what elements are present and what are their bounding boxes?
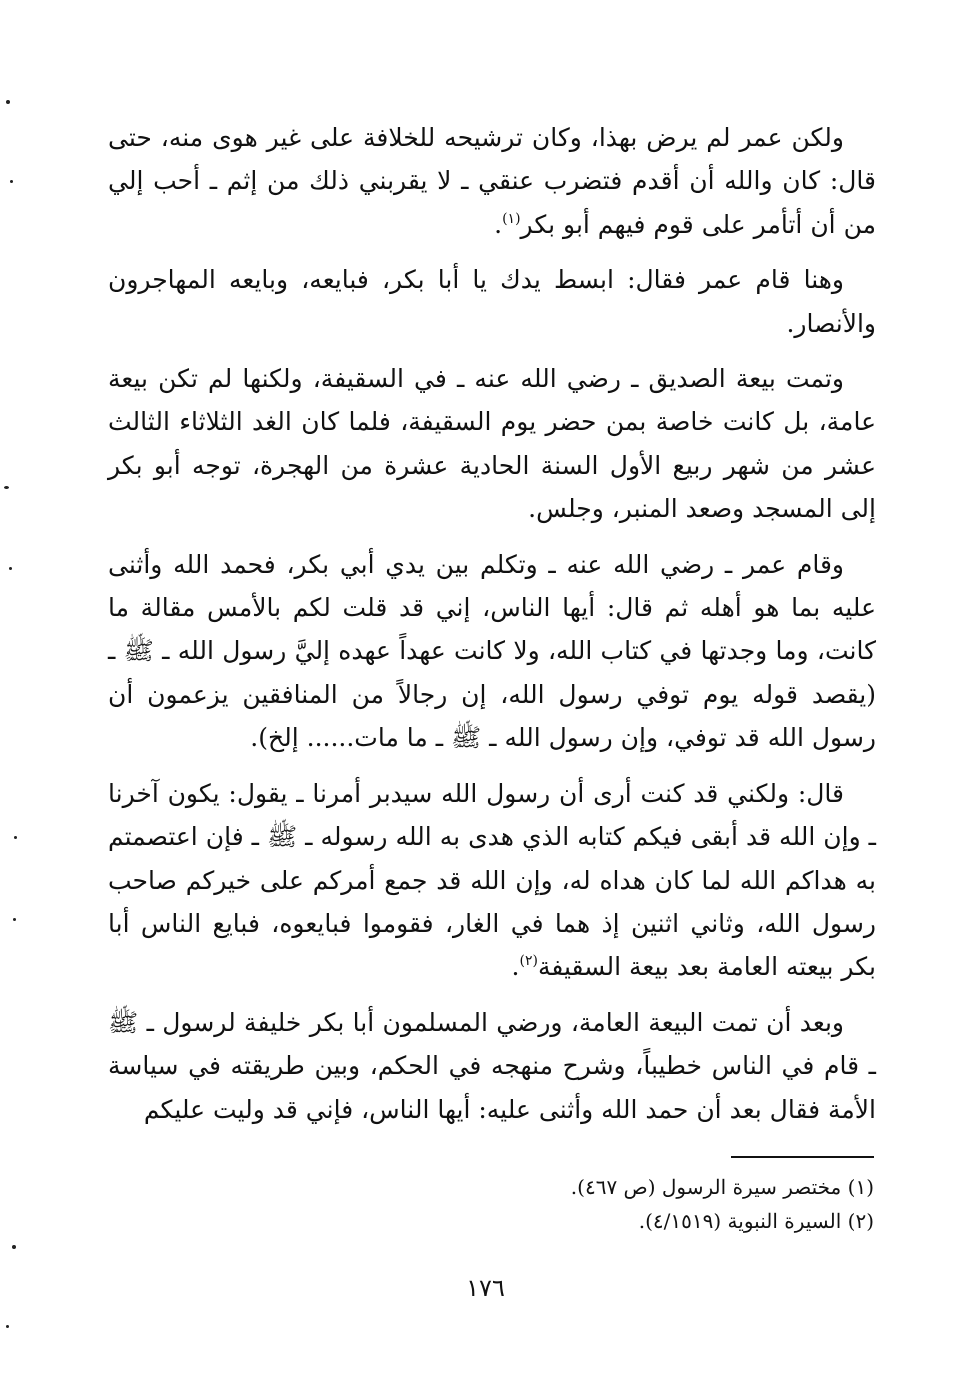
footnote-divider [731, 1156, 874, 1158]
scan-speck [12, 1245, 16, 1249]
footnote-ref-1[interactable]: (١) [502, 210, 521, 227]
paragraph-4: وقام عمر ـ رضي الله عنه ـ وتكلم بين يدي أبي بكر، فحمد الله وأثنى عليه بما هو أهله ثم قال: أيها الناس، إني قد قلت لكم بالأمس مقالة ما كانت، وما وجدتها في كتاب الله، ولا كانت عهداً عهده إليَّ رسول الله ـ ﷺ ـ (يقصد قوله يوم توفي رسول الله، إن رجالاً من المنافقين يزعمون أن رسول الله قد توفي، وإن رسول الله ـ ﷺ ـ ما مات...... إلخ). [108, 549, 876, 753]
main-text [108, 116, 876, 1131]
paragraph-5 [108, 772, 876, 989]
scan-speck [10, 180, 13, 183]
paragraph-1-text: ولكن عمر لم يرض بهذا، وكان ترشيحه للخلافة على غير هوى منه، حتى قال: كان والله أن أقدم فتضرب عنقي ـ لا يقربني ذلك من إثم ـ أحب إلي من أن أتأمر على قوم فيهم أبو بكر [108, 123, 876, 239]
scan-speck [6, 100, 10, 104]
scan-speck [4, 486, 9, 489]
paragraph-1-end: . [494, 209, 503, 239]
paragraph-2: وهنا قام عمر فقال: ابسط يدك يا أبا بكر، فبايعه، وبايعه المهاجرون والأنصار. [108, 265, 876, 338]
scan-speck [13, 918, 16, 921]
footnote-ref-2[interactable]: (٢) [519, 953, 538, 970]
footnote-1: (١) مختصر سيرة الرسول (ص ٤٦٧). [570, 1175, 874, 1199]
paragraph-3: وتمت بيعة الصديق ـ رضي الله عنه ـ في السقيفة، ولكنها لم تكن بيعة عامة، بل كانت خاصة بمن حضر يوم السقيفة، فلما كان الغد الثلاثاء الثالث عشر من شهر ربيع الأول السنة الحادية عشرة من الهجرة، توجه أبو بكر إلى المسجد وصعد المنبر، وجلس. [108, 364, 876, 524]
paragraph-5-text: قال: ولكني قد كنت أرى أن رسول الله سيدبر أمرنا ـ يقول: يكون آخرنا ـ وإن الله قد أبقى فيكم كتابه الذي هدى به الله رسوله ـ ﷺ ـ فإن اعتصمتم به هداكم الله لما كان هداه له، وإن الله قد جمع أمركم على خيركم صاحب رسول الله، وثاني اثنين إذ هما في الغار، فقوموا فبايعوه، فبايع الناس أبا بكر بيعته العامة بعد بيعة السقيفة [108, 778, 876, 982]
scan-speck [6, 1325, 9, 1328]
paragraph-6: وبعد أن تمت البيعة العامة، ورضي المسلمون أبا بكر خليفة لرسول ـ ﷺ ـ قام في الناس خطيباً، وشرح منهجه في الحكم، وبين طريقته في سياسة الأمة فقال بعد أن حمد الله وأثنى عليه: أيها الناس، فإني قد وليت عليكم [108, 1007, 876, 1124]
paragraph-5-end: . [511, 952, 520, 982]
scan-speck [9, 567, 12, 570]
page-number: ١٧٦ [466, 1274, 505, 1302]
scan-speck [14, 836, 17, 839]
paragraph-1 [108, 116, 876, 246]
footnote-2: (٢) السيرة النبوية (٤/١٥١٩). [638, 1209, 874, 1233]
footnotes [400, 1170, 874, 1238]
